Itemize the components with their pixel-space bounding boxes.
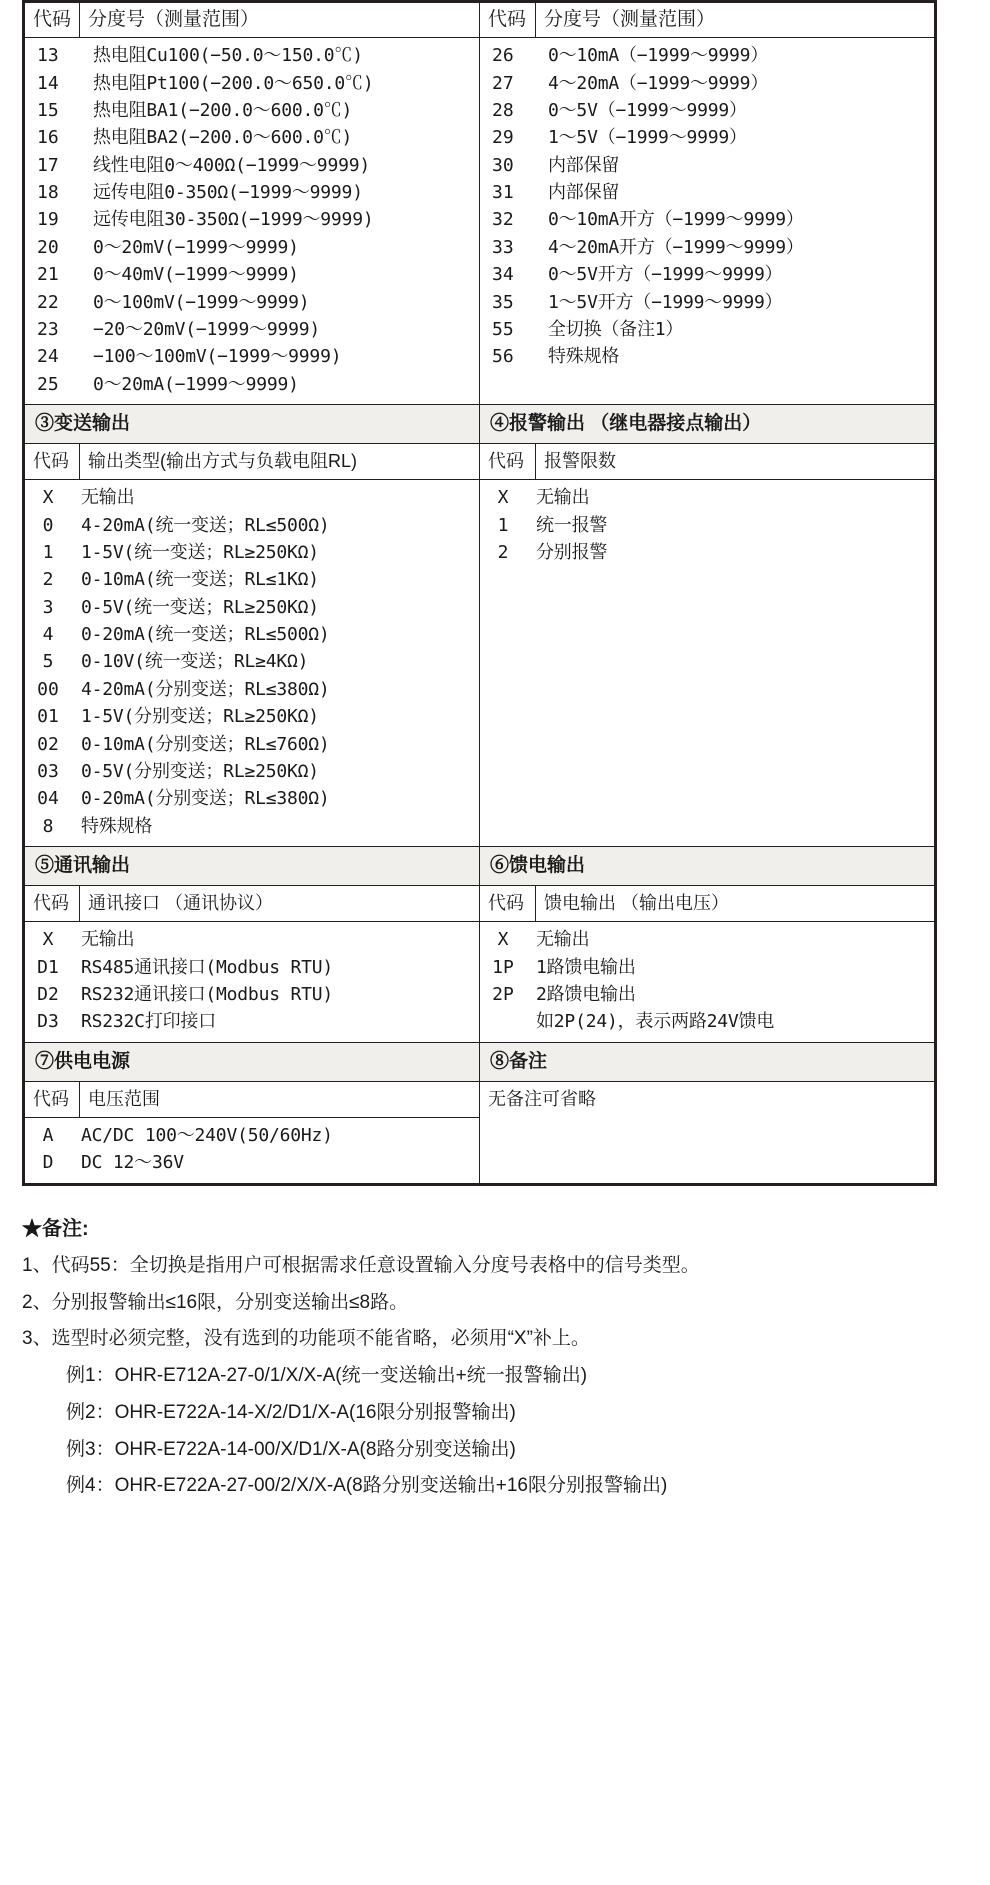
subheader-voltage-range-label: 电压范围 — [88, 1089, 160, 1110]
code-cell: X — [497, 487, 509, 509]
list-item — [25, 954, 479, 981]
header-graduation-left — [80, 2, 480, 38]
value-cell: 4-20mA(分别变送；RL≤380Ω) — [81, 678, 330, 700]
list-item — [25, 512, 479, 539]
code-cell: 31 — [492, 182, 514, 204]
value-cell: 1～5V（−1999～9999） — [548, 127, 747, 149]
section-8-header — [480, 1042, 936, 1081]
code-cell: 1P — [492, 956, 514, 978]
alarm-output-cell — [480, 480, 936, 847]
value-cell: 1-5V(统一变送；RL≥250KΩ) — [81, 542, 319, 564]
subheader-row-56 — [24, 886, 936, 922]
list-item — [25, 484, 479, 511]
value-cell: 无输出 — [536, 929, 590, 951]
list-item — [25, 813, 479, 840]
code-cell: 1 — [42, 542, 54, 564]
subheader-code-alarm — [480, 444, 536, 480]
subheader-feed-output — [536, 886, 936, 922]
value-cell: 4-20mA(统一变送；RL≤500Ω) — [81, 514, 330, 536]
subheader-code-transmit-label: 代码 — [33, 451, 69, 472]
header-graduation-right — [536, 2, 936, 38]
code-cell: 00 — [37, 678, 59, 700]
section-6-header — [480, 847, 936, 886]
section-6-title: ⑥馈电输出 — [490, 855, 586, 876]
section-7-header — [24, 1042, 480, 1081]
value-cell: 热电阻Cu100(−50.0～150.0℃) — [93, 45, 363, 67]
section-8-title: ⑧备注 — [490, 1050, 548, 1072]
value-cell: 线性电阻0～400Ω(−1999～9999) — [93, 154, 370, 176]
code-cell: 2 — [497, 542, 509, 564]
value-cell: 0-10mA(分别变送；RL≤760Ω) — [81, 733, 330, 755]
value-cell: 内部保留 — [548, 154, 620, 176]
code-cell: 3 — [42, 596, 54, 618]
value-cell: 0-5V(统一变送；RL≥250KΩ) — [81, 596, 319, 618]
value-cell: 0-20mA(统一变送；RL≤500Ω) — [81, 624, 330, 646]
value-cell: 0-10V(统一变送；RL≥4KΩ) — [81, 651, 309, 673]
transmit-output-list — [25, 480, 479, 846]
list-item — [480, 981, 934, 1008]
code-cell: 27 — [492, 72, 514, 94]
list-item — [25, 758, 479, 785]
value-cell: 无输出 — [81, 487, 135, 509]
section-banner-row-56 — [24, 847, 936, 886]
code-cell: 02 — [37, 733, 59, 755]
list-item — [480, 97, 934, 124]
code-cell: 18 — [37, 182, 59, 204]
list-item — [25, 703, 479, 730]
value-cell: 特殊规格 — [548, 346, 620, 368]
list-item — [25, 179, 479, 206]
value-cell: 无输出 — [81, 929, 135, 951]
input-signal-right-list — [480, 38, 934, 376]
code-cell: 21 — [37, 264, 59, 286]
list-item — [25, 1008, 479, 1035]
list-item — [25, 926, 479, 953]
list-item — [480, 42, 934, 69]
value-cell: 0-20mA(分别变送；RL≤380Ω) — [81, 788, 330, 810]
note-line: 3、选型时必须完整，没有选到的功能项不能省略，必须用“X”补上。 — [22, 1328, 590, 1350]
subheader-row-78 — [24, 1082, 936, 1118]
header-code-left — [24, 2, 80, 38]
list-item — [480, 234, 934, 261]
value-cell: 内部保留 — [548, 182, 620, 204]
list-item — [25, 289, 479, 316]
input-signal-left-list — [25, 38, 479, 404]
input-signal-right-cell — [480, 38, 936, 405]
value-cell: RS485通讯接口(Modbus RTU) — [81, 956, 334, 978]
value-cell: 分别报警 — [536, 542, 608, 564]
code-cell: 30 — [492, 154, 514, 176]
subheader-code-power — [24, 1082, 80, 1118]
code-cell: 8 — [42, 815, 54, 837]
code-cell: 2P — [492, 984, 514, 1006]
code-cell: 04 — [37, 788, 59, 810]
code-cell: 34 — [492, 264, 514, 286]
feed-output-list — [480, 922, 934, 1041]
code-cell: 0 — [42, 514, 54, 536]
section-4-title: ④报警输出 （继电器接点输出） — [490, 412, 762, 434]
subheader-code-feed — [480, 886, 536, 922]
note-example-line: 例3：OHR-E722A-14-00/X/D1/X-A(8路分别变送输出) — [66, 1438, 516, 1460]
value-cell: 0-10mA(统一变送；RL≤1KΩ) — [81, 569, 319, 591]
value-cell: 1-5V(分别变送；RL≥250KΩ) — [81, 706, 319, 728]
subheader-alarm-limits — [536, 444, 936, 480]
code-cell: 17 — [37, 154, 59, 176]
note-example-line: 例1：OHR-E712A-27-0/1/X/X-A(统一变送输出+统一报警输出) — [66, 1365, 588, 1387]
subheader-code-transmit — [24, 444, 80, 480]
code-cell: A — [42, 1125, 54, 1147]
list-item — [25, 124, 479, 151]
specification-table — [22, 0, 937, 1186]
code-cell: D1 — [37, 956, 59, 978]
section-3-title: ③变送输出 — [35, 412, 131, 434]
value-cell: 统一报警 — [536, 514, 608, 536]
section-3-header — [24, 404, 480, 443]
section-banner-row-78 — [24, 1042, 936, 1081]
code-cell: 24 — [37, 346, 59, 368]
list-item — [25, 97, 479, 124]
list-item — [480, 512, 934, 539]
value-cell: 4～20mA开方（−1999～9999） — [548, 236, 804, 258]
notes-title: ★备注: — [22, 1217, 89, 1240]
list-item — [480, 926, 934, 953]
list-item — [480, 954, 934, 981]
list-item — [25, 371, 479, 398]
code-cell: 56 — [492, 346, 514, 368]
comm-output-list — [25, 922, 479, 1041]
code-cell: 32 — [492, 209, 514, 231]
section-5-title: ⑤通讯输出 — [35, 855, 131, 876]
subheader-code-power-label: 代码 — [33, 1089, 69, 1110]
note-example-line: 例2：OHR-E722A-14-X/2/D1/X-A(16限分别报警输出) — [66, 1401, 516, 1423]
note-example-line: 例4：OHR-E722A-27-00/2/X/X-A(8路分别变送输出+16限分别报警输出) — [66, 1475, 668, 1497]
code-cell: X — [42, 487, 54, 509]
code-cell: 20 — [37, 236, 59, 258]
list-item — [480, 124, 934, 151]
remark-cell — [480, 1082, 936, 1185]
list-item — [480, 70, 934, 97]
code-cell: D — [42, 1152, 54, 1174]
comm-output-cell — [24, 922, 480, 1042]
input-signal-left-cell — [24, 38, 480, 405]
list-item — [25, 343, 479, 370]
code-cell: 23 — [37, 318, 59, 340]
value-cell: −20～20mV(−1999～9999) — [93, 318, 321, 340]
value-cell: 1～5V开方（−1999～9999） — [548, 291, 783, 313]
list-item — [25, 594, 479, 621]
list-item — [480, 316, 934, 343]
list-item — [25, 566, 479, 593]
comm-feed-row — [24, 922, 936, 1042]
input-signal-row — [24, 38, 936, 405]
list-item — [25, 206, 479, 233]
value-cell: AC/DC 100～240V(50/60Hz) — [81, 1125, 333, 1147]
subheader-code-alarm-label: 代码 — [488, 451, 524, 472]
header-code-right — [480, 2, 536, 38]
code-cell: 25 — [37, 373, 59, 395]
list-item — [25, 152, 479, 179]
value-cell: 特殊规格 — [81, 815, 153, 837]
list-item — [25, 981, 479, 1008]
code-cell: 1 — [497, 514, 509, 536]
list-item — [25, 316, 479, 343]
transmit-alarm-row — [24, 480, 936, 847]
value-cell: 2路馈电输出 — [536, 984, 636, 1006]
value-cell: 如2P(24)，表示两路24V馈电 — [536, 1011, 775, 1033]
list-item — [25, 1149, 479, 1176]
transmit-output-cell — [24, 480, 480, 847]
code-cell: 4 — [42, 624, 54, 646]
value-cell: 4～20mA（−1999～9999） — [548, 72, 769, 94]
subheader-code-comm-label: 代码 — [33, 893, 69, 914]
code-cell: 2 — [42, 569, 54, 591]
code-cell: 26 — [492, 45, 514, 67]
value-cell: 0～20mV(−1999～9999) — [93, 236, 299, 258]
value-cell: 0～10mA（−1999～9999） — [548, 45, 769, 67]
value-cell: RS232通讯接口(Modbus RTU) — [81, 984, 334, 1006]
value-cell: 全切换（备注1） — [548, 318, 684, 340]
code-cell: 33 — [492, 236, 514, 258]
value-cell: DC 12～36V — [81, 1152, 184, 1174]
list-item — [480, 343, 934, 370]
list-item — [25, 539, 479, 566]
value-cell: 0～10mA开方（−1999～9999） — [548, 209, 804, 231]
code-cell: X — [42, 929, 54, 951]
section-banner-row-34 — [24, 404, 936, 443]
code-cell: 16 — [37, 127, 59, 149]
code-cell: D2 — [37, 984, 59, 1006]
code-cell: 5 — [42, 651, 54, 673]
code-cell: 55 — [492, 318, 514, 340]
table-header-row — [24, 2, 936, 38]
value-cell: 1路馈电输出 — [536, 956, 636, 978]
value-cell: 0～5V开方（−1999～9999） — [548, 264, 783, 286]
value-cell: 0～40mV(−1999～9999) — [93, 264, 299, 286]
list-item — [25, 234, 479, 261]
subheader-row-34 — [24, 444, 936, 480]
subheader-voltage-range — [80, 1082, 480, 1118]
power-supply-list — [25, 1118, 479, 1183]
list-item — [25, 648, 479, 675]
code-cell: X — [497, 929, 509, 951]
value-cell: 热电阻BA1(−200.0～600.0℃) — [93, 100, 353, 122]
subheader-output-type-label: 输出类型(输出方式与负载电阻RL) — [88, 451, 357, 472]
list-item — [25, 785, 479, 812]
subheader-output-type — [80, 444, 480, 480]
list-item — [480, 261, 934, 288]
feed-output-cell — [480, 922, 936, 1042]
value-cell: 热电阻BA2(−200.0～600.0℃) — [93, 127, 353, 149]
value-cell: 远传电阻30-350Ω(−1999～9999) — [93, 209, 374, 231]
code-cell: 01 — [37, 706, 59, 728]
note-line: 1、代码55：全切换是指用户可根据需求任意设置输入分度号表格中的信号类型。 — [22, 1254, 700, 1276]
code-cell: 19 — [37, 209, 59, 231]
list-item — [25, 621, 479, 648]
list-item — [25, 1122, 479, 1149]
subheader-code-comm — [24, 886, 80, 922]
subheader-comm-interface-label: 通讯接口 （通讯协议） — [88, 893, 273, 914]
subheader-comm-interface — [80, 886, 480, 922]
section-4-header — [480, 404, 936, 443]
list-item — [480, 289, 934, 316]
list-item — [25, 676, 479, 703]
list-item — [25, 42, 479, 69]
value-cell: 0-5V(分别变送；RL≥250KΩ) — [81, 760, 319, 782]
list-item — [480, 1008, 934, 1035]
code-cell: D3 — [37, 1011, 59, 1033]
code-cell: 29 — [492, 127, 514, 149]
list-item — [480, 206, 934, 233]
list-item — [480, 179, 934, 206]
subheader-alarm-limits-label: 报警限数 — [544, 451, 616, 472]
notes-section — [22, 1212, 952, 1502]
list-item — [25, 261, 479, 288]
list-item — [480, 484, 934, 511]
remark-text: 无备注可省略 — [488, 1089, 596, 1110]
header-graduation-right-label: 分度号（测量范围） — [544, 9, 716, 30]
value-cell: −100～100mV(−1999～9999) — [93, 346, 342, 368]
section-5-header — [24, 847, 480, 886]
notes-items — [22, 1251, 952, 1355]
code-cell: 22 — [37, 291, 59, 313]
value-cell: RS232C打印接口 — [81, 1011, 217, 1033]
value-cell: 热电阻Pt100(−200.0～650.0℃) — [93, 72, 374, 94]
alarm-output-list — [480, 480, 934, 572]
code-cell: 14 — [37, 72, 59, 94]
list-item — [25, 731, 479, 758]
list-item — [480, 539, 934, 566]
value-cell: 0～100mV(−1999～9999) — [93, 291, 310, 313]
list-item — [480, 152, 934, 179]
code-cell: 28 — [492, 100, 514, 122]
list-item — [25, 70, 479, 97]
value-cell: 无输出 — [536, 487, 590, 509]
value-cell: 远传电阻0-350Ω(−1999～9999) — [93, 182, 363, 204]
code-cell: 13 — [37, 45, 59, 67]
value-cell: 0～20mA(−1999～9999) — [93, 373, 299, 395]
code-cell: 35 — [492, 291, 514, 313]
section-7-title: ⑦供电电源 — [35, 1050, 131, 1072]
power-supply-cell — [24, 1118, 480, 1185]
header-code-left-label: 代码 — [33, 9, 72, 30]
header-graduation-left-label: 分度号（测量范围） — [88, 9, 260, 30]
subheader-code-feed-label: 代码 — [488, 893, 524, 914]
notes-examples — [22, 1361, 952, 1502]
value-cell: 0～5V（−1999～9999） — [548, 100, 747, 122]
subheader-feed-output-label: 馈电输出 （输出电压） — [544, 893, 729, 914]
note-line: 2、分别报警输出≤16限，分别变送输出≤8路。 — [22, 1291, 409, 1313]
code-cell: 03 — [37, 760, 59, 782]
code-cell: 15 — [37, 100, 59, 122]
header-code-right-label: 代码 — [488, 9, 527, 30]
